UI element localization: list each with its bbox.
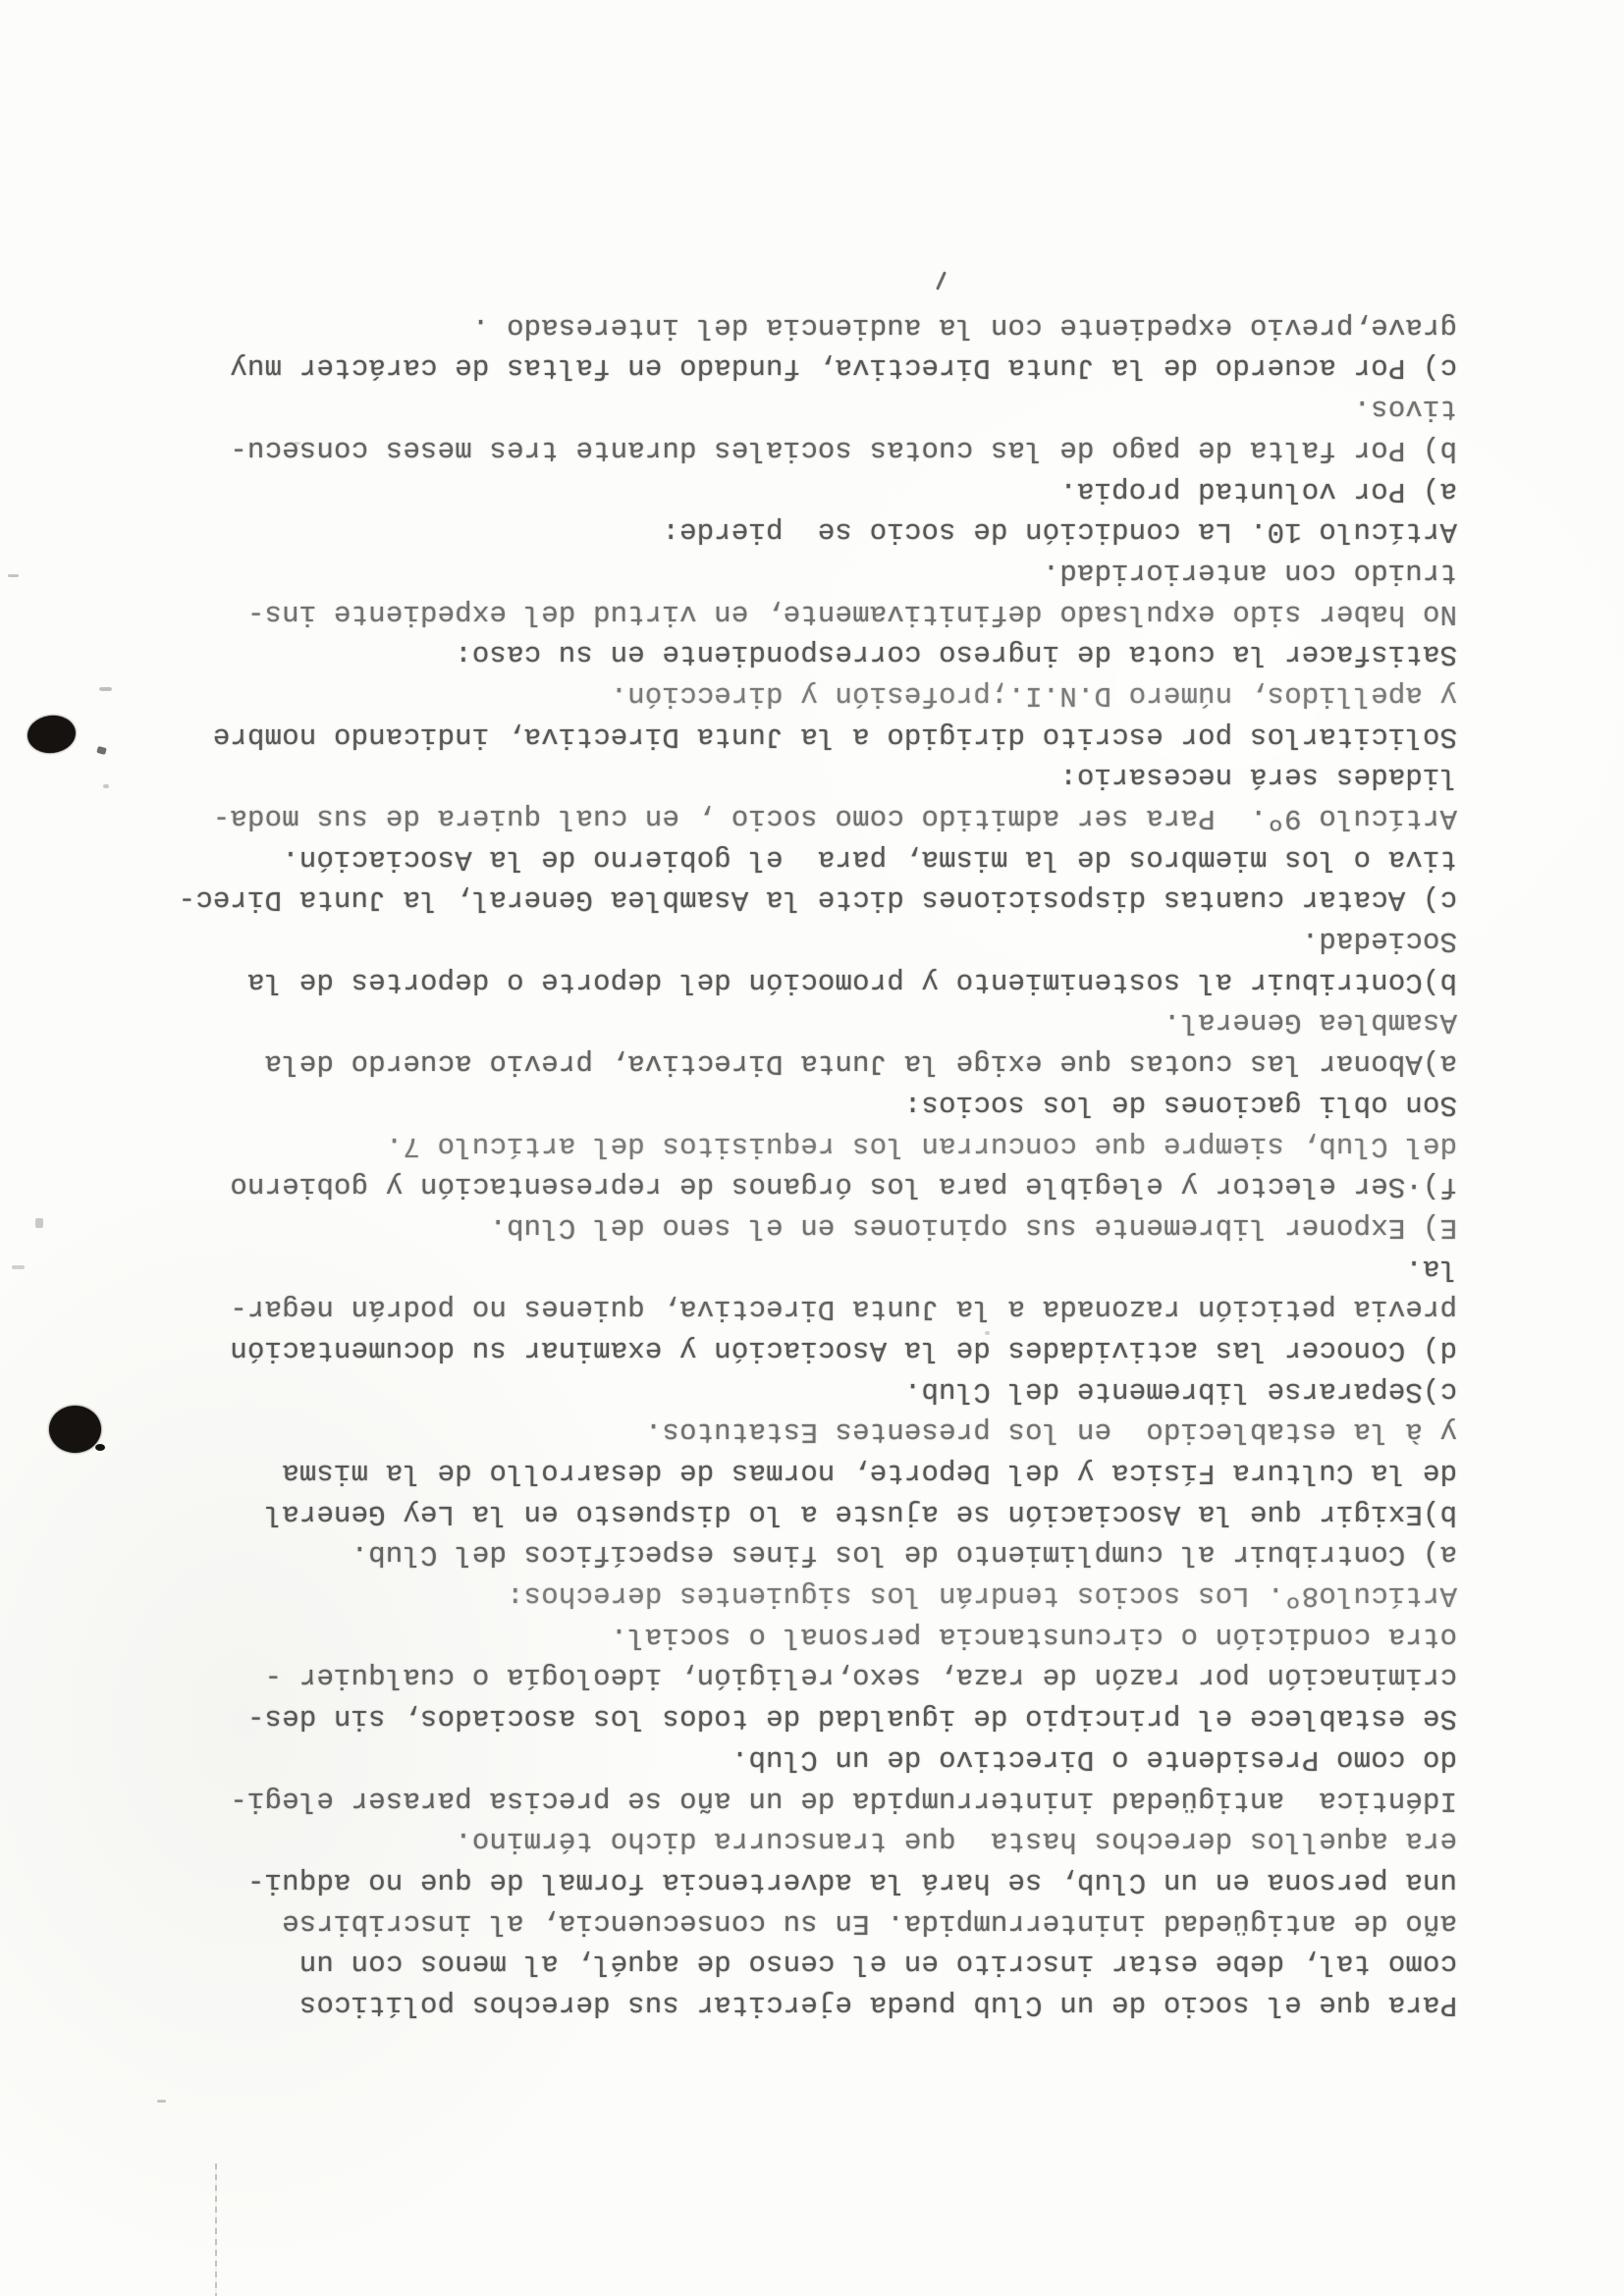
- document-line: truido con anterioridad.: [1042, 556, 1457, 589]
- document-line: Idéntica antigüedad ininterrumpida de un año se precisa paraser elegi-: [230, 1784, 1457, 1817]
- document-line: año de antigüedad ininterrumpida. En su consecuencia, al inscribirse: [282, 1906, 1457, 1940]
- document-line: grave,previo expediente con la audiencia del interesado .: [471, 310, 1457, 344]
- document-line: tiva o los miembros de la misma, para el gobierno de la Asociación.: [282, 842, 1457, 876]
- document-line: No haber sido expulsado definitivamente, en virtud del expediente ins-: [246, 597, 1457, 630]
- slash-pen-mark-icon: [936, 271, 947, 290]
- document-line: c)Separarse libremente del Club.: [903, 1374, 1457, 1408]
- document-line: como tal, debe estar inscrito en el censo de aquél, al menos con un: [298, 1948, 1457, 1981]
- document-line: Satisfacer la cuota de ingreso correspondiente en su caso:: [455, 638, 1457, 671]
- paper-speck: [157, 2100, 166, 2103]
- document-line: la.: [1405, 1252, 1457, 1285]
- document-line: a)Abonar las cuotas que exige la Junta Directiva, previo acuerdo dela: [264, 1047, 1457, 1081]
- document-line: lidades será necesario:: [1059, 761, 1457, 794]
- fold-line: [215, 2163, 217, 2296]
- document-line: b)Exigir que la Asociación se ajuste a lo dispuesto en la Ley General: [264, 1497, 1457, 1530]
- document-line: Se establece el principio de igualdad de todos los asociados, sin des-: [246, 1702, 1457, 1735]
- paper-speck: [96, 746, 107, 755]
- document-line: y apellidos, número D.N.I.;profesión y dirección.: [610, 678, 1457, 712]
- document-line: b)Contribuir al sostenimiento y promoción del deporte o deportes de la: [246, 965, 1457, 998]
- document-line: do como Presidente o Directivo de un Club.: [731, 1742, 1457, 1776]
- ink-blot-icon: [49, 1406, 101, 1453]
- document-line: b) Por falta de pago de las cuotas sociales durante tres meses consecu-: [230, 433, 1457, 466]
- document-text-block: [178, 306, 1457, 2025]
- document-line: y à la establecido en los presentes Estatutos.: [644, 1415, 1457, 1449]
- document-line: Asamblea General.: [1163, 1006, 1457, 1040]
- document-line: c) Por acuerdo de la Junta Directiva, fundado en faltas de carácter muy: [230, 351, 1457, 385]
- document-line: Solicitarlos por escrito dirigido a la Junta Directiva, indicando nombre: [212, 720, 1457, 753]
- document-line: d) Conocer las actividades de la Asociación y examinar su documentación: [230, 1333, 1457, 1366]
- document-line: a) Contribuir al cumplimiento de los fines específicos del Club.: [351, 1538, 1457, 1572]
- document-line: era aquellos derechos hasta que transcurra dicho término.: [455, 1825, 1457, 1858]
- paper-speck: [103, 784, 109, 788]
- paper-speck: [12, 1265, 25, 1269]
- document-line: Para que el socio de un Club pueda ejercitar sus derechos políticos: [298, 1988, 1457, 2021]
- document-line: Artículo 10. La condición de socio se pierde:: [662, 515, 1457, 549]
- paper-speck: [985, 1331, 990, 1335]
- document-line: otra condición o circunstancia personal o social.: [610, 1620, 1457, 1653]
- paper-speck: [35, 1218, 43, 1228]
- ink-blot-icon: [26, 713, 78, 756]
- paper-speck: [295, 442, 300, 445]
- paper-speck: [8, 574, 19, 577]
- document-line: previa petición razonada a la Junta Directiva, quienes no podrán negar-: [230, 1293, 1457, 1326]
- document-line: c) Acatar cuantas disposiciones dicte la Asamblea General, la Junta Direc-: [178, 883, 1457, 917]
- document-line: criminación por razón de raza, sexo,religión, ideología o cualquier -: [264, 1661, 1457, 1694]
- document-line: Son obli gaciones de los socios:: [903, 1088, 1457, 1121]
- document-line: a) Por voluntad propia.: [1059, 474, 1457, 507]
- document-line: del Club, siempre que concurran los requisitos del artículo 7.: [385, 1129, 1457, 1162]
- document-line: Artículo 9º. Para ser admitido como socio , en cual quiera de sus moda-: [212, 801, 1457, 834]
- paper-speck: [99, 687, 112, 691]
- document-line: E) Exponer libremente sus opiniones en el seno del Club.: [489, 1210, 1457, 1244]
- document-line: tivos.: [1353, 393, 1457, 426]
- document-line: Sociedad.: [1301, 925, 1457, 957]
- document-line: f)·Ser elector y elegible para los órganos de representación y gobierno: [230, 1170, 1457, 1203]
- document-line: Artículo8º. Los socios tendrán los siguientes derechos:: [506, 1579, 1457, 1612]
- document-line: una persona en un Club, se hará la advertencia formal de que no adqui-: [246, 1865, 1457, 1898]
- document-line: de la Cultura Física y del Deporte, normas de desarrollo de la misma: [282, 1456, 1457, 1489]
